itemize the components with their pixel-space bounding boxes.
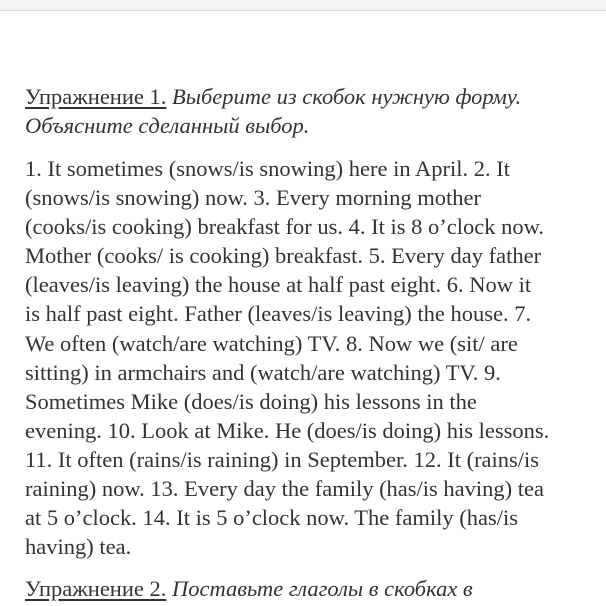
exercise-1-label: Упражнение 1. [25, 84, 167, 109]
text-line: 11. It often (rains/is raining) in September. 12. It (rains/is [25, 446, 540, 472]
text-line: raining) now. 13. Every day the family (has/is having) tea [25, 476, 545, 502]
exercise-1-text [25, 154, 606, 561]
text-line: evening. 10. Look at Mike. He (does/is doing) his lessons. [25, 417, 550, 443]
text-line: having) tea. [25, 534, 132, 560]
text-line: is half past eight. Father (leaves/is leaving) the house. 7. [25, 301, 532, 327]
text-line: sitting) in armchairs and (watch/are watching) TV. 9. [25, 359, 501, 385]
exercise-2-heading [25, 574, 606, 603]
exercise-2-label: Упражнение 2. [25, 576, 167, 602]
text-line: We often (watch/are watching) TV. 8. Now we (sit/ are [25, 330, 518, 356]
exercise-1-heading [25, 82, 606, 140]
text-line: Sometimes Mike (does/is doing) his lessons in the [25, 388, 477, 414]
document-content [25, 82, 606, 603]
text-line: (snows/is snowing) now. 3. Every morning mother [25, 185, 481, 211]
text-line: (leaves/is leaving) the house at half past eight. 6. Now it [25, 272, 532, 298]
exercise-2-instruction: Поставьте глаголы в скобках в [172, 576, 473, 602]
text-line: (cooks/is cooking) breakfast for us. 4. It is 8 o’clock now. [25, 214, 545, 240]
exercise-1-instruction-line-2: Объясните сделанный выбор. [25, 113, 310, 138]
text-line: at 5 o’clock. 14. It is 5 o’clock now. The family (has/is [25, 505, 519, 531]
text-line: Mother (cooks/ is cooking) breakfast. 5. Every day father [25, 243, 542, 269]
top-toolbar-strip [0, 0, 606, 11]
exercise-1-instruction-line-1: Выберите из скобок нужную форму. [172, 84, 522, 109]
text-line: 1. It sometimes (snows/is snowing) here in April. 2. It [25, 156, 510, 181]
